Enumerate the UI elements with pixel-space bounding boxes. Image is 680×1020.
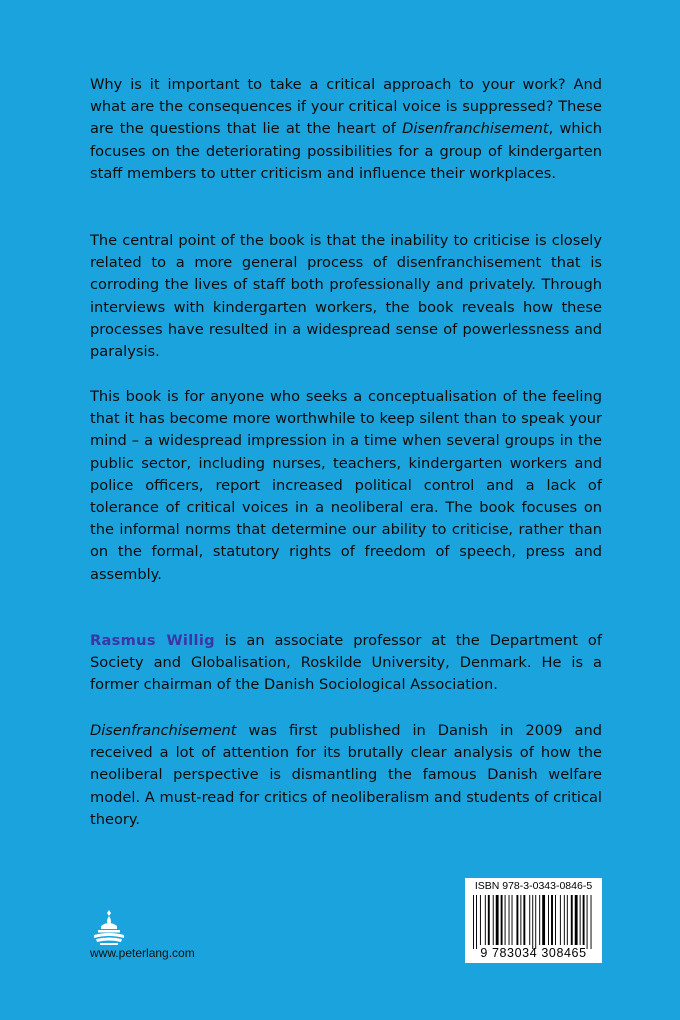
isbn-barcode [465,878,602,963]
barcode-bars [473,895,597,949]
book-title-italic: Disenfranchisement [402,120,549,138]
para1-text-a: Why is it important to take a critical approach to your work? And what are the consequences if your critical voice is suppressed? These are the questions that lie at the heart of [90,76,602,138]
author-bio [90,630,602,697]
publication-note-text: was first published in Danish in 2009 and received a lot of attention for its brutally clear analysis of how the neoliberal perspective is dismantling the famous Danish welfare model. A must-read for critics of neoliberalism and students of critical theory. [90,722,602,828]
publication-note-title: Disenfranchisement [90,722,237,739]
para1-text-b: , which focuses on the deteriorating possibilities for a group of kindergarten staff members to utter criticism and influence their workplaces. [90,120,602,182]
description-paragraph-1 [90,74,602,185]
barcode-digits: 9 783034 308465 [480,946,587,960]
publisher-website: www.peterlang.com [90,946,195,960]
description-paragraph-3: This book is for anyone who seeks a conceptualisation of the feeling that it has become more worthwhile to keep silent than to speak your mind – a widespread impression in a time when several groups in the public sector, including nurses, teachers, kindergarten workers and police officers, report increased political control and a lack of tolerance of critical voices in a neoliberal era. The book focuses on the informal norms that determine our ability to criticise, rather than on the formal, statutory rights of freedom of speech, press and assembly. [90,388,602,583]
peter-lang-logo-icon [90,908,128,948]
author-name: Rasmus Willig [90,632,215,649]
author-bio-text: is an associate professor at the Department of Society and Globalisation, Roskilde University, Denmark. He is a former chairman of the Danish Sociological Association. [90,632,602,694]
description-paragraph-2: The central point of the book is that the inability to criticise is closely related to a more general process of disenfranchisement that is corroding the lives of staff both professionally and privately. Through interviews with kindergarten workers, the book reveals how these processes have resulted in a widespread sense of powerlessness and paralysis. [90,232,602,361]
publication-note [90,720,602,831]
isbn-number: ISBN 978-3-0343-0846-5 [474,880,593,892]
